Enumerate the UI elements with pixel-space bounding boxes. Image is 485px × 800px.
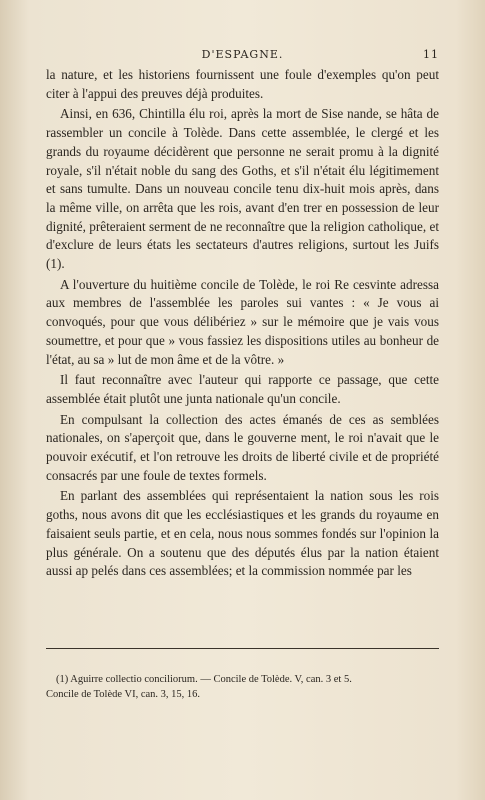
- text-line: Il faut reconnaître avec l'auteur qui rapporte ce passage,: [60, 372, 389, 388]
- text-line: reconnaître que la religion catholique, et d'exclure de leurs: [46, 218, 439, 253]
- text-line: nous nous sommes fondés sur l'opinion la plus générale. On: [46, 525, 439, 560]
- text-line: noble du sang des Goths, et s'il n'était élu légitimement et: [46, 162, 439, 197]
- text-line: assemblée, le clergé et les grands du royaume décidèrent: [46, 125, 439, 159]
- text-line: nande, se hâta de rassembler un concile à Tolède. Dans cette: [46, 106, 440, 141]
- text-line: qu'on peut citer à l'appui des preuves déjà produites.: [46, 67, 439, 101]
- text-line: a soutenu que des députés élus par la nation étaient aussi ap: [46, 544, 439, 579]
- footnote-line: (1) Aguirre collectio conciliorum. — Concile de Tolède. V, can. 3 et 5.: [56, 674, 352, 685]
- running-header: [46, 48, 439, 66]
- text-line: états les sectateurs d'autres religions, surtout les Juifs (1).: [46, 237, 440, 272]
- text-line: les droits de liberté civile et de propriété consacrés par une: [46, 449, 439, 483]
- paragraph: [46, 276, 439, 370]
- footnote-line: Concile de Tolède VI, can. 3, 15, 16.: [46, 689, 201, 700]
- text-line: trer en possession de leur dignité, prêteraient serment de ne: [46, 199, 439, 234]
- running-title: D'ESPAGNE.: [201, 48, 284, 61]
- paragraph: [46, 487, 439, 581]
- text-line: que cette assemblée était plutôt une junta nationale qu'un: [46, 372, 439, 406]
- text-line: » sur le mémoire que je vais vous soumettre, et pour que: [46, 314, 439, 348]
- text-line: En parlant des assemblées qui représentaient la nation: [60, 488, 370, 504]
- text-line: pelés dans ces assemblées; et la commission nommée par les: [91, 563, 412, 579]
- text-line: ment, le roi n'avait que le pouvoir exécutif, et l'on retrouve: [46, 430, 439, 465]
- text-line: vantes : « Je vous ai convoqués, pour que vous délibériez: [46, 295, 439, 330]
- footnotes: [46, 672, 439, 702]
- text-line: sous les rois goths, nous avons dit que les ecclésiastiques et: [46, 488, 440, 523]
- text-line: après, dans la même ville, on arrêta que les rois, avant d'en: [46, 181, 439, 215]
- text-line: cesvinte adressa aux membres de l'assemblée les paroles sui: [46, 276, 439, 311]
- text-line: En compulsant la collection des actes émanés de ces as: [60, 411, 384, 427]
- text-line: concile.: [299, 390, 341, 406]
- paragraph: [46, 371, 439, 408]
- text-line: que personne ne serait promu à la dignité royale, s'il n'était: [46, 143, 439, 178]
- paragraph: [46, 66, 439, 103]
- text-line: foule de textes formels.: [143, 467, 267, 483]
- text-line: semblées nationales, on s'aperçoit que, dans le gouverne: [46, 411, 439, 446]
- paragraph: [46, 105, 439, 273]
- main-text: [46, 66, 439, 581]
- text-line: A l'ouverture du huitième concile de Tolède, le roi Re: [60, 276, 349, 292]
- paragraph: [46, 411, 439, 486]
- text-line: les grands du royaume en faisaient seuls partie, et en cela,: [46, 507, 439, 541]
- page-number: 11: [423, 48, 439, 61]
- footnote-divider: [46, 648, 439, 649]
- text-line: la nature, et les historiens fournissent une foule d'exemples: [46, 67, 382, 82]
- text-line: sans tumulte. Dans un nouveau concile tenu dix-huit mois: [59, 181, 380, 197]
- text-line: Ainsi, en 636, Chintilla élu roi, après la mort de Sise: [60, 106, 344, 122]
- text-line: » vous fassiez les dispositions utiles au bonheur de l'état, au sa: [46, 332, 440, 367]
- text-line: » lut de mon âme et de la vôtre. »: [107, 351, 285, 367]
